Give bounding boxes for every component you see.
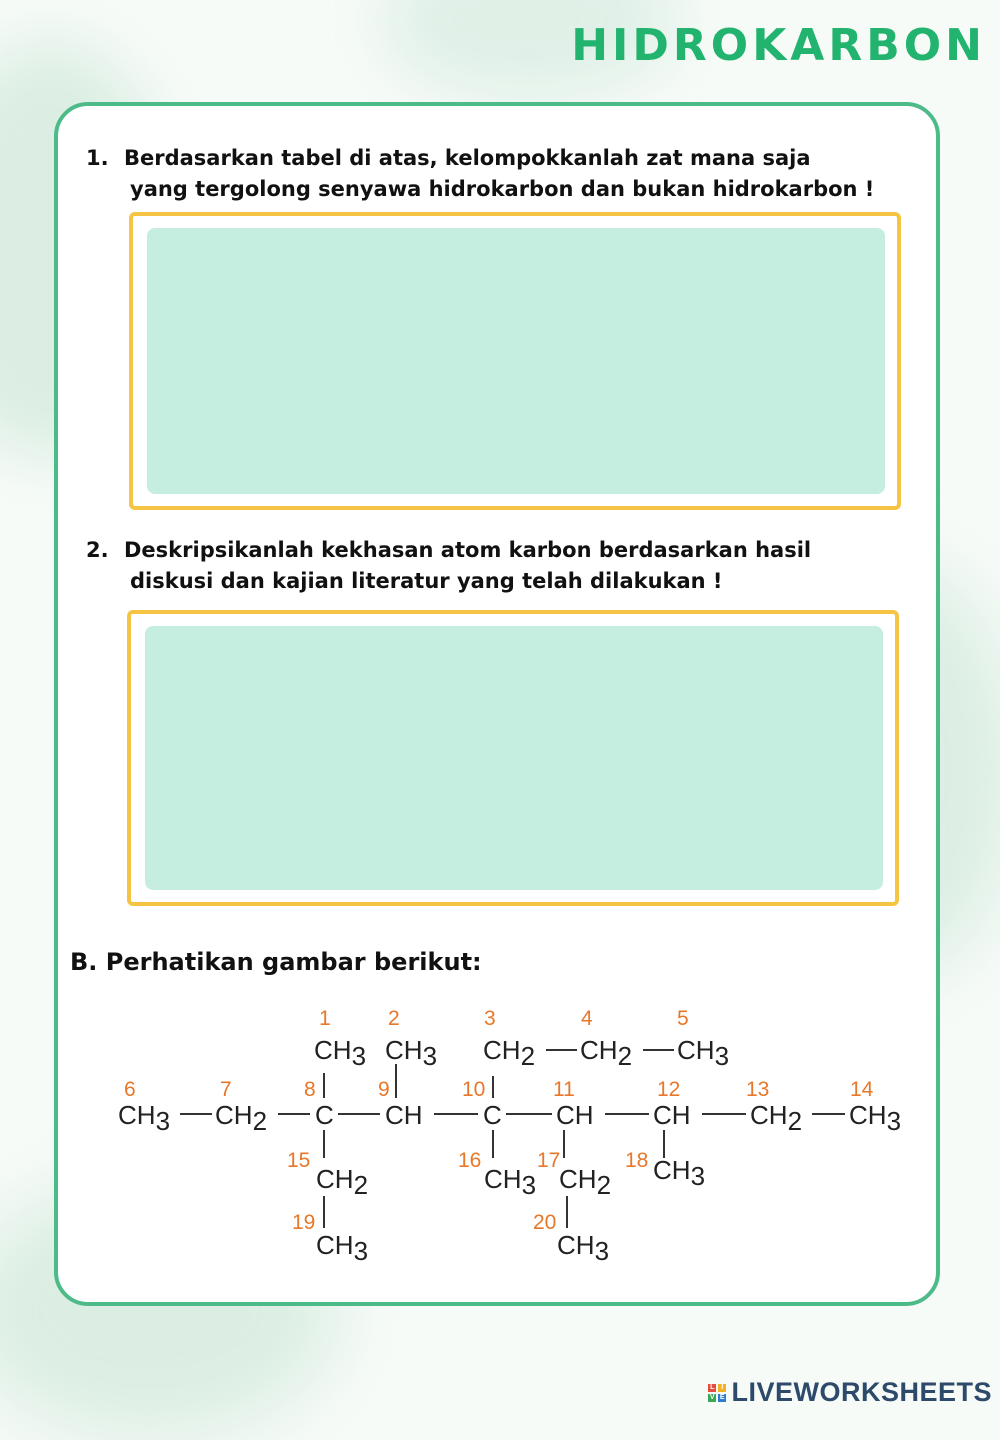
svg-text:CH3: CH3 <box>677 1035 730 1071</box>
carbon-number: 6 <box>124 1078 136 1101</box>
carbon-number: 10 <box>462 1078 486 1101</box>
svg-text:C: C <box>483 1100 502 1130</box>
carbon-number: 7 <box>220 1078 232 1101</box>
svg-text:CH: CH <box>653 1100 691 1130</box>
carbon-number: 19 <box>292 1211 316 1234</box>
section-b-heading: B. Perhatikan gambar berikut: <box>70 948 482 976</box>
structural-formula <box>112 996 912 1264</box>
group-c2 <box>385 1035 437 1071</box>
carbon-number: 20 <box>533 1211 557 1234</box>
svg-text:CH3: CH3 <box>653 1155 706 1191</box>
group-c4 <box>580 1035 632 1071</box>
carbon-number: 13 <box>746 1078 770 1101</box>
svg-text:CH3: CH3 <box>849 1100 902 1136</box>
carbon-number: 11 <box>553 1078 575 1101</box>
page-title: HIDROKARBON <box>571 20 986 71</box>
brand-name: LIVEWORKSHEETS <box>731 1377 992 1407</box>
group-c3 <box>483 1035 535 1071</box>
svg-text:CH2: CH2 <box>483 1035 536 1071</box>
svg-text:CH3: CH3 <box>385 1035 438 1071</box>
question-text-line1: Deskripsikanlah kekhasan atom karbon berdasarkan hasil <box>124 538 812 562</box>
answer-frame-2 <box>127 610 899 906</box>
svg-text:CH3: CH3 <box>557 1230 610 1264</box>
carbon-number: 17 <box>537 1149 561 1172</box>
liveworksheets-logo[interactable] <box>708 1377 992 1408</box>
brand-logo-icon: L I V E <box>709 1383 726 1401</box>
carbon-number: 18 <box>625 1149 649 1172</box>
group-c5 <box>677 1035 729 1071</box>
question-1 <box>86 143 874 205</box>
answer-input-1[interactable] <box>147 228 885 494</box>
svg-text:CH2: CH2 <box>559 1164 612 1200</box>
svg-text:CH2: CH2 <box>580 1035 633 1071</box>
question-text-line2: diskusi dan kajian literatur yang telah dilakukan ! <box>130 569 723 593</box>
question-2 <box>86 535 811 597</box>
svg-text:CH: CH <box>556 1100 594 1130</box>
svg-text:CH3: CH3 <box>484 1164 537 1200</box>
carbon-number: 9 <box>378 1078 390 1101</box>
carbon-number: 2 <box>388 1007 400 1030</box>
svg-text:CH3: CH3 <box>316 1230 369 1264</box>
carbon-number: 1 <box>319 1007 331 1030</box>
question-number: 1. <box>86 146 109 170</box>
carbon-number: 8 <box>304 1078 316 1101</box>
carbon-number: 16 <box>458 1149 482 1172</box>
question-text-line2: yang tergolong senyawa hidrokarbon dan bukan hidrokarbon ! <box>130 177 875 201</box>
svg-text:CH3: CH3 <box>118 1100 171 1136</box>
answer-frame-1 <box>129 212 901 510</box>
group-c1 <box>314 1035 366 1071</box>
question-text-line1: Berdasarkan tabel di atas, kelompokkanlah zat mana saja <box>124 146 811 170</box>
svg-text:CH3: CH3 <box>314 1035 367 1071</box>
svg-text:C: C <box>315 1100 334 1130</box>
carbon-number: 14 <box>850 1078 874 1101</box>
svg-text:CH2: CH2 <box>750 1100 803 1136</box>
svg-text:CH: CH <box>385 1100 423 1130</box>
carbon-number: 15 <box>287 1149 311 1172</box>
carbon-number: 3 <box>484 1007 496 1030</box>
answer-input-2[interactable] <box>145 626 883 890</box>
carbon-number: 12 <box>657 1078 681 1101</box>
carbon-number: 5 <box>677 1007 689 1030</box>
svg-text:CH2: CH2 <box>215 1100 268 1136</box>
carbon-number: 4 <box>581 1007 593 1030</box>
question-number: 2. <box>86 538 109 562</box>
svg-text:CH2: CH2 <box>316 1164 369 1200</box>
